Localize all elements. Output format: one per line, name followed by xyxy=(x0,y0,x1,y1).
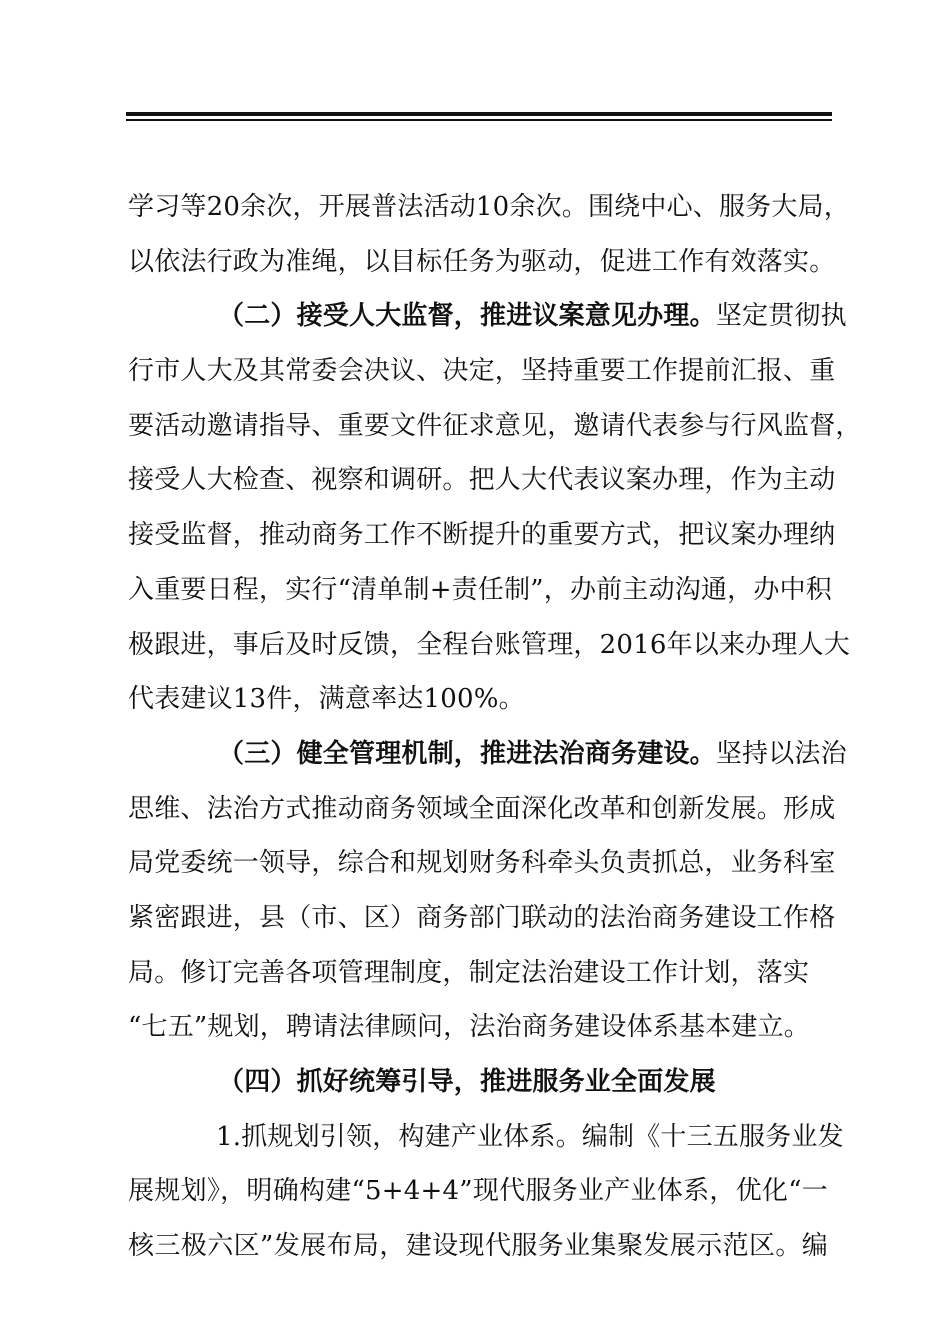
body-line: 1.抓规划引领，构建产业体系。编制《十三五服务业发 xyxy=(216,1121,844,1152)
body-line: 局党委统一领导，综合和规划财务科牵头负责抓总，业务科室 xyxy=(128,848,836,879)
section-heading: （三）健全管理机制，推进法治商务建设。 xyxy=(218,738,716,769)
body-line: 要活动邀请指导、重要文件征求意见，邀请代表参与行风监督， xyxy=(128,410,862,441)
section-heading-line xyxy=(128,1055,828,1110)
body-line: 极跟进，事后及时反馈，全程台账管理，2016年以来办理人大 xyxy=(128,629,850,660)
header-rule-thick xyxy=(126,112,832,116)
body-line: 核三极六区”发展布局，建设现代服务业集聚发展示范区。编 xyxy=(128,1231,828,1262)
body-line: 入重要日程，实行“清单制+责任制”，办前主动沟通，办中积 xyxy=(128,574,832,605)
section-heading-line xyxy=(128,727,847,782)
document-body xyxy=(128,180,862,1274)
body-line: 以依法行政为准绳，以目标任务为驱动，促进工作有效落实。 xyxy=(128,246,836,277)
body-line: 展规划》，明确构建“5+4+4”现代服务业产业体系，优化“一 xyxy=(128,1176,828,1207)
body-line: 接受监督，推动商务工作不断提升的重要方式，把议案办理纳 xyxy=(128,520,836,551)
body-line: 代表建议13件，满意率达100%。 xyxy=(128,684,525,715)
body-line: 接受人大检查、视察和调研。把人大代表议案办理，作为主动 xyxy=(128,465,836,496)
header-rule-thin xyxy=(126,119,832,121)
body-line: “七五”规划，聘请法律顾问，法治商务建设体系基本建立。 xyxy=(128,1012,810,1043)
section-heading: （二）接受人大监督，推进议案意见办理。 xyxy=(218,301,716,332)
body-text: 坚持以法治 xyxy=(715,738,847,769)
section-heading-line xyxy=(128,289,847,344)
body-line: 局。修订完善各项管理制度，制定法治建设工作计划，落实 xyxy=(128,957,810,988)
body-line: 思维、法治方式推动商务领域全面深化改革和创新发展。形成 xyxy=(128,793,836,824)
body-line: 学习等20余次，开展普法活动10余次。围绕中心、服务大局， xyxy=(128,192,850,222)
section-heading: （四）抓好统筹引导，推进服务业全面发展 xyxy=(218,1067,716,1097)
body-line: 行市人大及其常委会决议、决定，坚持重要工作提前汇报、重 xyxy=(128,356,836,387)
body-line: 紧密跟进，县（市、区）商务部门联动的法治商务建设工作格 xyxy=(128,902,836,933)
body-text: 坚定贯彻执 xyxy=(715,301,847,332)
